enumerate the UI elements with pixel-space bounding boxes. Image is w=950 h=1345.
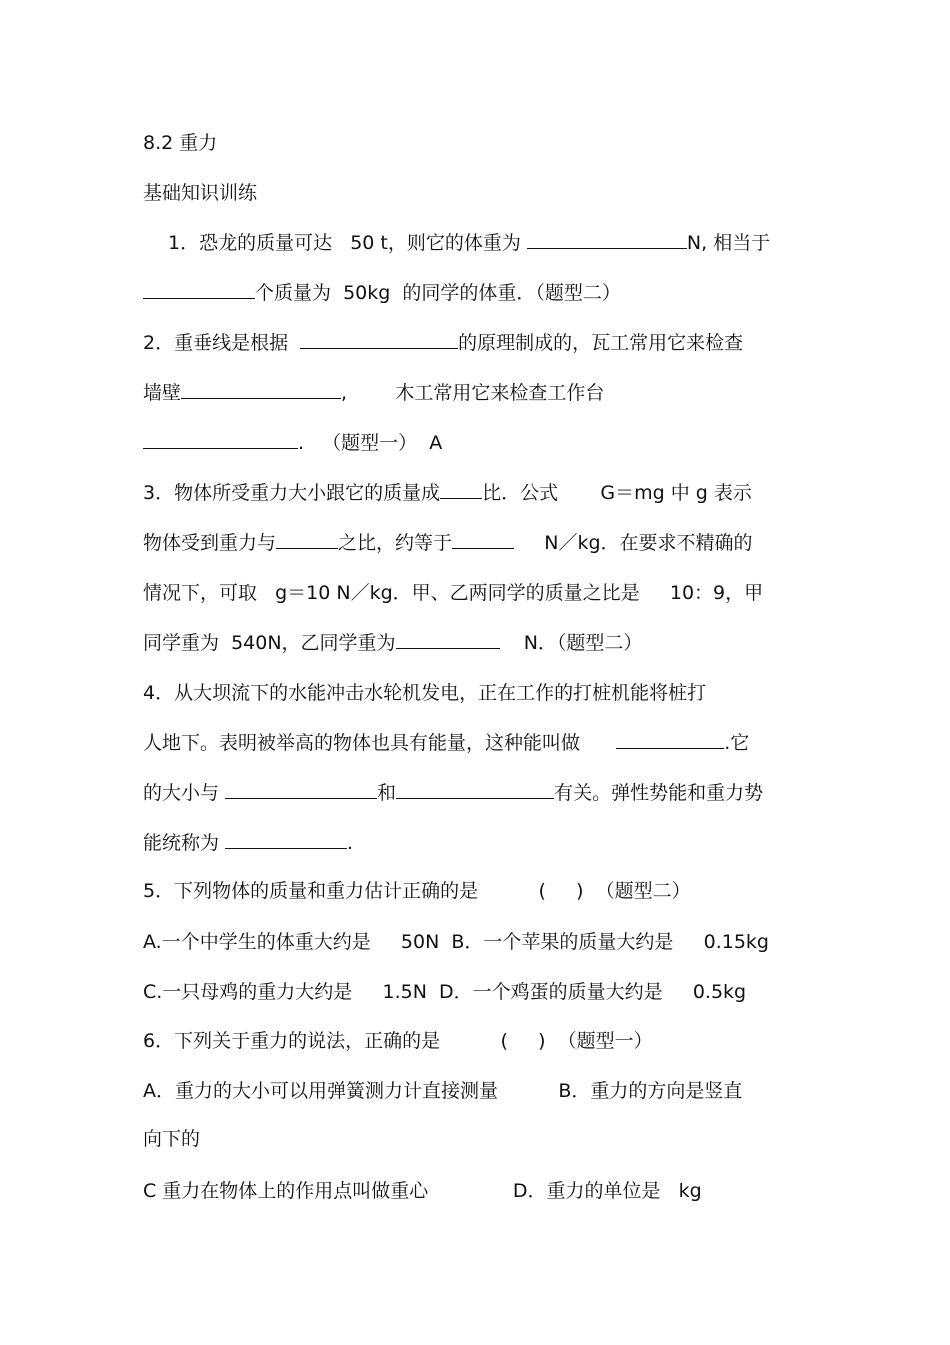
question-1-line-2: 个质量为 50kg 的同学的体重．（题型二）	[143, 278, 810, 308]
question-4-line-1: 4．从大坝流下的水能冲击水轮机发电，正在工作的打桩机能将桩打	[143, 682, 707, 704]
answer-blank	[440, 478, 482, 499]
question-5-options-cd: C.一只母鸡的重力大约是 1.5N D．一个鸡蛋的质量大约是 0.5kg	[143, 981, 747, 1003]
answer-blank	[396, 778, 554, 799]
answer-blank	[300, 328, 458, 349]
question-2-line-3: . （题型一） A	[143, 428, 810, 458]
answer-blank	[225, 778, 377, 799]
question-4-line-2: 人地下。表明被举高的物体也具有能量，这种能叫做 .它	[143, 728, 810, 758]
answer-blank	[452, 528, 514, 549]
answer-blank	[527, 228, 687, 249]
question-6-options-ab: A．重力的大小可以用弹簧测力计直接测量 B．重力的方向是竖直	[143, 1080, 743, 1102]
question-2-line-2: 墙壁 , 木工常用它来检查工作台	[143, 378, 810, 408]
question-4-line-4: 能统称为 .	[143, 828, 810, 858]
question-3-line-3: 情况下，可取 g＝10 N／kg．甲、乙两同学的质量之比是 10：9，甲	[143, 582, 764, 604]
question-1-line-1: 1．恐龙的质量可达 50 t，则它的体重为 N, 相当于	[168, 228, 810, 258]
answer-blank	[276, 528, 338, 549]
answer-blank	[143, 428, 298, 449]
question-5-stem: 5．下列物体的质量和重力估计正确的是 ( ) （题型二）	[143, 880, 691, 902]
question-3-line-2: 物体受到重力与 之比，约等于 N／kg．在要求不精确的	[143, 528, 810, 558]
question-3-line-4: 同学重为 540N，乙同学重为 N．（题型二）	[143, 628, 810, 658]
answer-blank	[143, 278, 255, 299]
answer-blank	[181, 378, 341, 399]
answer-blank	[616, 728, 724, 749]
question-3-line-1: 3．物体所受重力大小跟它的质量成 比．公式 G＝mg 中 g 表示	[143, 478, 810, 508]
page-title: 8.2 重力	[143, 132, 218, 154]
answer-blank	[396, 628, 500, 649]
question-5-options-ab: A.一个中学生的体重大约是 50N B．一个苹果的质量大约是 0.15kg	[143, 931, 769, 953]
question-4-line-3: 的大小与 和 有关。弹性势能和重力势	[143, 778, 810, 808]
question-2-line-1: 2．重垂线是根据 的原理制成的，瓦工常用它来检查	[143, 328, 810, 358]
question-6-options-ab-continued: 向下的	[143, 1128, 201, 1150]
question-6-stem: 6．下列关于重力的说法，正确的是 ( ) （题型一）	[143, 1030, 653, 1052]
answer-blank	[225, 828, 347, 849]
section-heading: 基础知识训练	[143, 182, 258, 204]
question-6-options-cd: C 重力在物体上的作用点叫做重心 D．重力的单位是 kg	[143, 1180, 702, 1202]
